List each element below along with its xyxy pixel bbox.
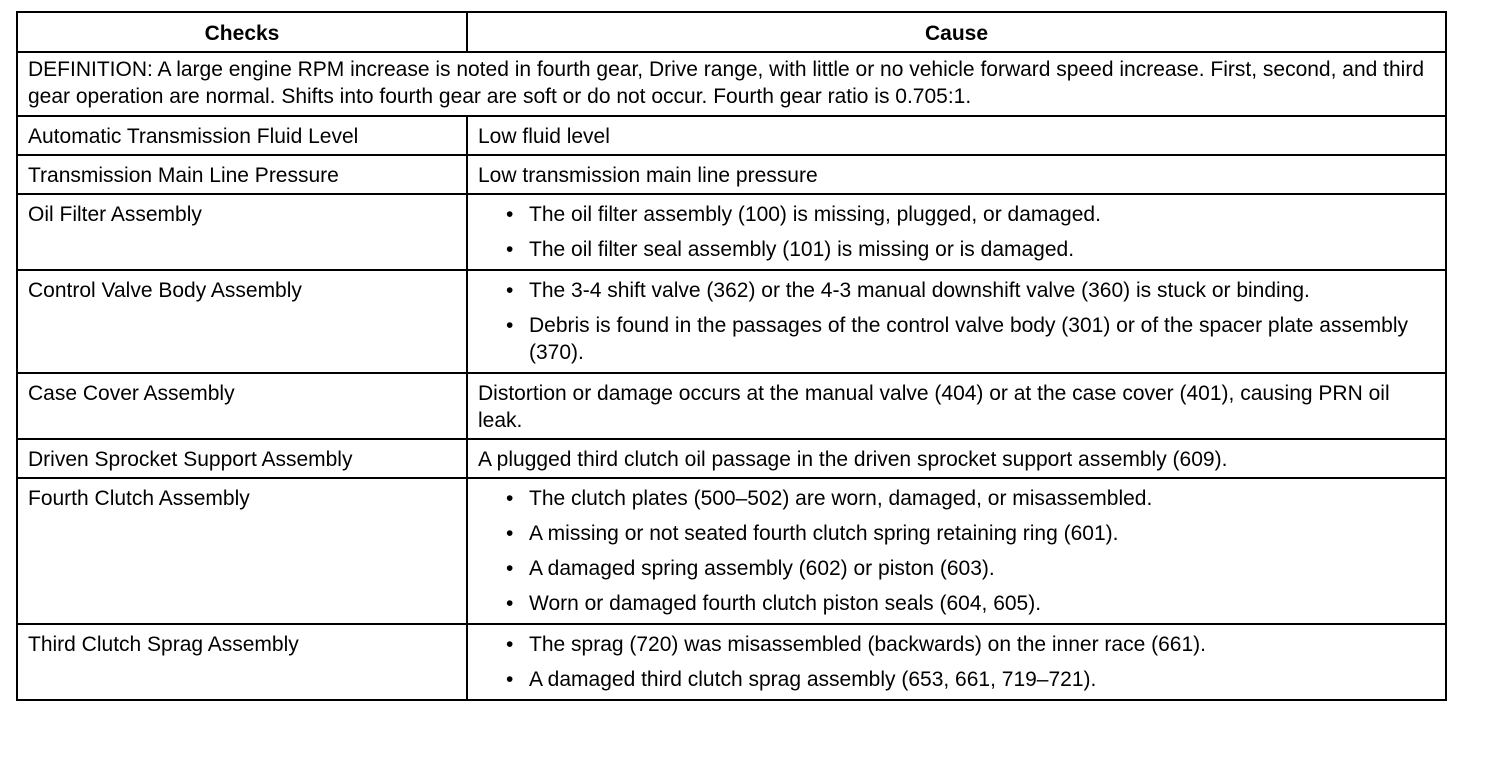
cause-bullet: • The 3-4 shift valve (362) or the 4-3 manual downshift valve (360) is stuck or binding. <box>478 273 1435 308</box>
check-label: Control Valve Body Assembly <box>17 270 467 373</box>
table-row <box>17 116 1446 155</box>
check-label: Transmission Main Line Pressure <box>17 155 467 194</box>
table-row <box>17 439 1446 478</box>
cause-bullet: • Debris is found in the passages of the control valve body (301) or of the spacer plate assembly (370). <box>478 308 1435 370</box>
cause-list <box>478 627 1435 697</box>
table-row <box>17 624 1446 700</box>
definition-text: DEFINITION: A large engine RPM increase is noted in fourth gear, Drive range, with little or no vehicle forward speed increase. First, second, and third gear operation are normal. Shifts into fourth gear are soft or do not occur. Fourth gear ratio is 0.705:1. <box>17 52 1446 116</box>
check-label: Oil Filter Assembly <box>17 194 467 270</box>
cause-list <box>478 481 1435 621</box>
table-row <box>17 373 1446 439</box>
diagnostic-table <box>16 11 1447 701</box>
table-row <box>17 478 1446 624</box>
cause-list <box>478 197 1435 267</box>
definition-row <box>17 52 1446 116</box>
cause-text: Low fluid level <box>467 116 1446 155</box>
check-label: Fourth Clutch Assembly <box>17 478 467 624</box>
cause-list-cell <box>467 624 1446 700</box>
check-label: Third Clutch Sprag Assembly <box>17 624 467 700</box>
cause-list <box>478 273 1435 370</box>
check-label: Automatic Transmission Fluid Level <box>17 116 467 155</box>
header-row <box>17 12 1446 52</box>
cause-text: Low transmission main line pressure <box>467 155 1446 194</box>
cause-text: A plugged third clutch oil passage in the driven sprocket support assembly (609). <box>467 439 1446 478</box>
table-row <box>17 194 1446 270</box>
table-row <box>17 155 1446 194</box>
header-cause: Cause <box>467 12 1446 52</box>
cause-text: Distortion or damage occurs at the manual valve (404) or at the case cover (401), causing PRN oil leak. <box>467 373 1446 439</box>
cause-list-cell <box>467 194 1446 270</box>
cause-bullet: • The clutch plates (500–502) are worn, damaged, or misassembled. <box>478 481 1435 516</box>
check-label: Driven Sprocket Support Assembly <box>17 439 467 478</box>
cause-bullet: • The oil filter seal assembly (101) is missing or is damaged. <box>478 232 1435 267</box>
cause-bullet: • A missing or not seated fourth clutch spring retaining ring (601). <box>478 516 1435 551</box>
cause-bullet: • The sprag (720) was misassembled (backwards) on the inner race (661). <box>478 627 1435 662</box>
header-checks: Checks <box>17 12 467 52</box>
table-row <box>17 270 1446 373</box>
cause-bullet: • A damaged third clutch sprag assembly (653, 661, 719–721). <box>478 662 1435 697</box>
cause-bullet: • A damaged spring assembly (602) or piston (603). <box>478 551 1435 586</box>
cause-bullet: • Worn or damaged fourth clutch piston seals (604, 605). <box>478 586 1435 621</box>
cause-list-cell <box>467 478 1446 624</box>
check-label: Case Cover Assembly <box>17 373 467 439</box>
cause-list-cell <box>467 270 1446 373</box>
cause-bullet: • The oil filter assembly (100) is missing, plugged, or damaged. <box>478 197 1435 232</box>
